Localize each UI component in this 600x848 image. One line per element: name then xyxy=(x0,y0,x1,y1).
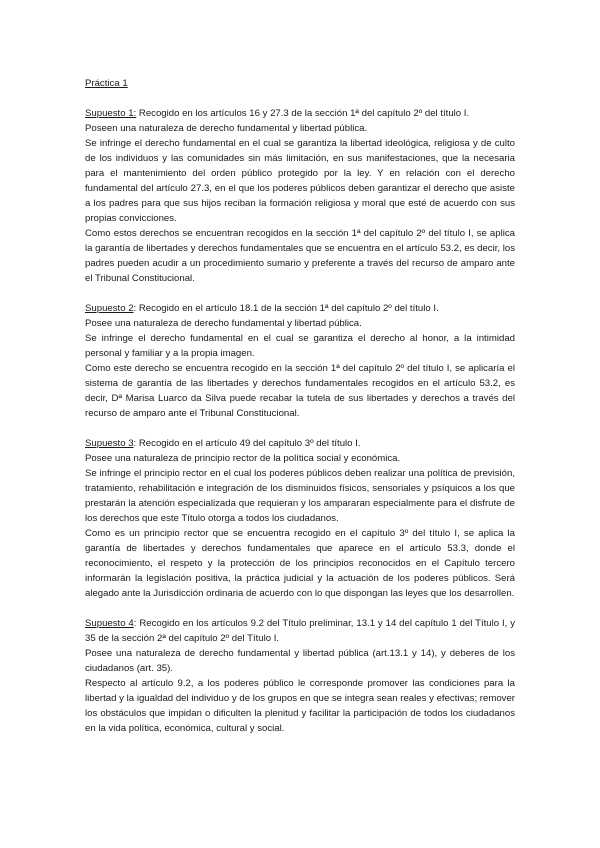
section-paragraph: Como es un principio rector que se encuentra recogido en el capítulo 3º del título I, se aplica la garantía de libertades y derechos fundamentales que aparece en el artículo 53.3, donde el reconocimiento, el respeto y la protección de los principios reconocidos en el Capítulo tercero informarán la legislación positiva, la práctica judicial y la actuación de los poderes públicos. Será alegado ante la Jurisdicción ordinaria de acuerdo con lo que dispongan las leyes que los desarrollen. xyxy=(85,528,515,599)
section-label: Supuesto 4 xyxy=(85,618,134,629)
section-paragraph: Como este derecho se encuentra recogido en la sección 1ª del capítulo 2º del título I, se aplicaría el sistema de garantía de las libertades y derechos fundamentales recogidos en el artículo 53.2, es decir, Dª Marisa Luarco da Silva puede recabar la tutela de sus libertades y derechos a través del recurso de amparo ante el Tribunal Constitucional. xyxy=(85,363,515,419)
section-paragraph: Se infringe el principio rector en el cual los poderes públicos deben realizar una política de previsión, tratamiento, rehabilitación e integración de los disminuidos físicos, sensoriales y psíquicos a los que prestarán la atención especializada que requieran y los ampararan especialmente para el disfrute de los derechos que este Título otorga a todos los ciudadanos. xyxy=(85,468,515,524)
section-supuesto-4 xyxy=(85,616,515,736)
section-intro-text: Recogido en los artículos 16 y 27.3 de la sección 1ª del capítulo 2º del título I. xyxy=(136,108,470,119)
document-body xyxy=(85,76,515,751)
section-paragraph: Respecto al artículo 9.2, a los poderes público le corresponde promover las condiciones para la libertad y la igualdad del individuo y de los grupos en que se integra sean reales y efectivas; remover los obstáculos que impidan o dificulten la plenitud y facilitar la participación de todos los ciudadanos en la vida política, económica, cultural y social. xyxy=(85,678,515,734)
section-intro xyxy=(85,301,515,316)
section-paragraph: Se infringe el derecho fundamental en el cual se garantiza el derecho al honor, a la intimidad personal y familiar y a la propia imagen. xyxy=(85,333,515,359)
section-supuesto-2 xyxy=(85,301,515,421)
section-label: Supuesto 1: xyxy=(85,108,137,119)
section-label: Supuesto 2 xyxy=(85,303,134,314)
section-paragraph: Posee una naturaleza de derecho fundamental y libertad pública (art.13.1 y 14), y deberes de los ciudadanos (art. 35). xyxy=(85,648,515,674)
section-paragraph: Posee una naturaleza de principio rector de la política social y económica. xyxy=(85,453,401,464)
section-supuesto-1 xyxy=(85,106,515,286)
section-intro-text: : Recogido en los artículos 9.2 del Título preliminar, 13.1 y 14 del capítulo 1 del Título I, y 35 de la sección 2ª del capítulo 2º del Título I. xyxy=(85,618,515,644)
section-paragraph: Se infringe el derecho fundamental en el cual se garantiza la libertad ideológica, religiosa y de culto de los individuos y las comunidades sin más limitación, en sus manifestaciones, que la necesaria para el mantenimiento del orden público protegido por la ley. Y en relación con el derecho fundamental del artículo 27.3, en el que los poderes públicos deben garantizar el derecho que asiste a los padres para que sus hijos reciban la formación religiosa y moral que esté de acuerdo con sus propias convicciones. xyxy=(85,138,515,224)
section-intro xyxy=(85,106,515,121)
section-paragraph: Posee una naturaleza de derecho fundamental y libertad pública. xyxy=(85,318,362,329)
section-intro xyxy=(85,616,515,646)
section-supuesto-3 xyxy=(85,436,515,601)
section-paragraph: Como estos derechos se encuentran recogidos en la sección 1ª del capítulo 2º del título I, se aplica la garantía de libertades y derechos fundamentales que se encuentra en el artículo 53.2, es decir, los padres pueden acudir a un procedimiento sumario y preferente a través del recurso de amparo ante el Tribunal Constitucional. xyxy=(85,228,515,284)
section-label: Supuesto 3 xyxy=(85,438,134,449)
section-intro-text: : Recogido en el artículo 49 del capítulo 3º del título I. xyxy=(133,438,361,449)
document-title: Práctica 1 xyxy=(85,78,128,89)
section-paragraph: Poseen una naturaleza de derecho fundamental y libertad pública. xyxy=(85,123,368,134)
section-intro xyxy=(85,436,515,451)
section-intro-text: : Recogido en el artículo 18.1 de la sección 1ª del capítulo 2º del título I. xyxy=(133,303,439,314)
